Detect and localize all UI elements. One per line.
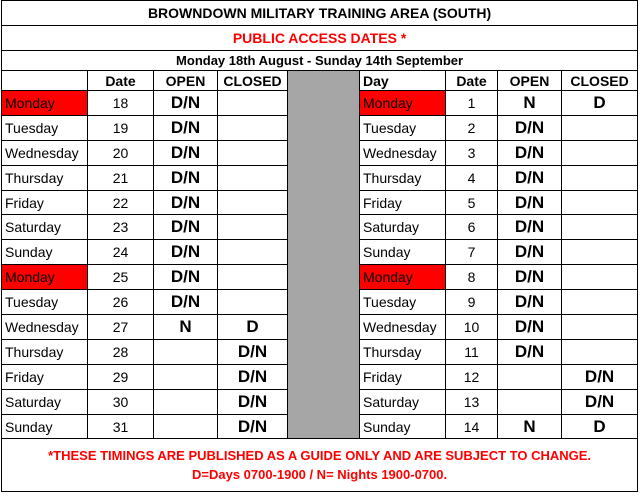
right-day-cell: Saturday [360, 389, 446, 414]
right-open-cell [498, 389, 562, 414]
left-closed-header: CLOSED [218, 71, 288, 91]
right-open-cell: D/N [498, 339, 562, 364]
right-closed-cell: D [562, 414, 638, 439]
left-closed-cell [218, 115, 288, 140]
period-heading: Monday 18th August - Sunday 14th September [2, 51, 638, 71]
page-title: BROWNDOWN MILITARY TRAINING AREA (SOUTH) [2, 1, 638, 26]
left-closed-cell: D/N [218, 339, 288, 364]
right-closed-cell [562, 265, 638, 290]
right-date-cell: 12 [446, 364, 498, 389]
access-dates-table [1, 0, 638, 492]
left-day-cell: Tuesday [2, 115, 88, 140]
right-closed-cell: D [562, 91, 638, 116]
left-day-cell: Wednesday [2, 315, 88, 340]
right-open-cell: D/N [498, 315, 562, 340]
left-day-cell: Thursday [2, 165, 88, 190]
right-day-cell: Monday [360, 91, 446, 116]
right-date-cell: 14 [446, 414, 498, 439]
left-open-cell: N [154, 315, 218, 340]
gap-column [288, 71, 360, 439]
right-date-cell: 8 [446, 265, 498, 290]
left-day-cell: Sunday [2, 414, 88, 439]
right-date-cell: 1 [446, 91, 498, 116]
right-day-cell: Monday [360, 265, 446, 290]
right-closed-header: CLOSED [562, 71, 638, 91]
right-day-header: Day [360, 71, 446, 91]
right-closed-cell [562, 140, 638, 165]
right-date-cell: 10 [446, 315, 498, 340]
right-open-cell: D/N [498, 115, 562, 140]
right-day-cell: Wednesday [360, 140, 446, 165]
left-date-cell: 21 [88, 165, 154, 190]
left-closed-cell [218, 91, 288, 116]
left-open-cell [154, 364, 218, 389]
right-date-cell: 11 [446, 339, 498, 364]
right-date-cell: 3 [446, 140, 498, 165]
left-open-cell [154, 389, 218, 414]
right-date-cell: 4 [446, 165, 498, 190]
left-date-cell: 29 [88, 364, 154, 389]
left-open-cell: D/N [154, 190, 218, 215]
left-date-cell: 27 [88, 315, 154, 340]
left-date-cell: 20 [88, 140, 154, 165]
right-open-cell: D/N [498, 215, 562, 240]
right-open-cell: D/N [498, 140, 562, 165]
right-date-header: Date [446, 71, 498, 91]
left-open-header: OPEN [154, 71, 218, 91]
left-date-cell: 28 [88, 339, 154, 364]
right-open-cell: D/N [498, 240, 562, 265]
left-date-cell: 23 [88, 215, 154, 240]
right-day-cell: Thursday [360, 165, 446, 190]
right-closed-cell [562, 165, 638, 190]
left-open-cell: D/N [154, 115, 218, 140]
right-closed-cell: D/N [562, 364, 638, 389]
left-closed-cell: D/N [218, 389, 288, 414]
left-open-cell: D/N [154, 140, 218, 165]
right-closed-cell [562, 190, 638, 215]
left-closed-cell: D/N [218, 364, 288, 389]
right-closed-cell [562, 290, 638, 315]
left-open-cell: D/N [154, 165, 218, 190]
right-closed-cell [562, 115, 638, 140]
left-open-cell [154, 414, 218, 439]
right-date-cell: 13 [446, 389, 498, 414]
right-closed-cell [562, 240, 638, 265]
right-open-header: OPEN [498, 71, 562, 91]
left-date-header: Date [88, 71, 154, 91]
right-day-cell: Sunday [360, 414, 446, 439]
disclaimer-footer [2, 439, 638, 492]
left-open-cell: D/N [154, 215, 218, 240]
right-closed-cell: D/N [562, 389, 638, 414]
right-closed-cell [562, 215, 638, 240]
right-day-cell: Saturday [360, 215, 446, 240]
left-open-cell: D/N [154, 265, 218, 290]
left-day-cell: Monday [2, 265, 88, 290]
right-open-cell: D/N [498, 190, 562, 215]
left-closed-cell [218, 165, 288, 190]
right-closed-cell [562, 339, 638, 364]
right-date-cell: 5 [446, 190, 498, 215]
left-date-cell: 30 [88, 389, 154, 414]
right-day-cell: Tuesday [360, 115, 446, 140]
right-day-cell: Friday [360, 190, 446, 215]
right-open-cell: D/N [498, 165, 562, 190]
right-day-cell: Sunday [360, 240, 446, 265]
left-day-cell: Monday [2, 91, 88, 116]
disclaimer-line: *THESE TIMINGS ARE PUBLISHED AS A GUIDE ONLY AND ARE SUBJECT TO CHANGE. [48, 448, 592, 464]
left-day-cell: Thursday [2, 339, 88, 364]
legend-line: D=Days 0700-1900 / N= Nights 1900-0700. [192, 467, 448, 483]
left-date-cell: 25 [88, 265, 154, 290]
right-open-cell: N [498, 414, 562, 439]
left-day-cell: Saturday [2, 215, 88, 240]
left-closed-cell: D/N [218, 414, 288, 439]
left-day-header [2, 71, 88, 91]
right-open-cell: D/N [498, 265, 562, 290]
left-closed-cell [218, 190, 288, 215]
table-body [2, 1, 638, 492]
right-closed-cell [562, 315, 638, 340]
left-date-cell: 26 [88, 290, 154, 315]
left-day-cell: Tuesday [2, 290, 88, 315]
left-date-cell: 18 [88, 91, 154, 116]
column-header-row [2, 71, 638, 91]
right-open-cell: N [498, 91, 562, 116]
left-date-cell: 19 [88, 115, 154, 140]
right-day-cell: Wednesday [360, 315, 446, 340]
right-date-cell: 7 [446, 240, 498, 265]
right-open-cell [498, 364, 562, 389]
left-date-cell: 24 [88, 240, 154, 265]
left-day-cell: Friday [2, 364, 88, 389]
left-date-cell: 22 [88, 190, 154, 215]
left-day-cell: Wednesday [2, 140, 88, 165]
left-closed-cell [218, 240, 288, 265]
right-day-cell: Thursday [360, 339, 446, 364]
left-date-cell: 31 [88, 414, 154, 439]
left-day-cell: Friday [2, 190, 88, 215]
right-date-cell: 2 [446, 115, 498, 140]
right-open-cell: D/N [498, 290, 562, 315]
left-closed-cell [218, 290, 288, 315]
left-open-cell [154, 339, 218, 364]
subtitle: PUBLIC ACCESS DATES * [2, 26, 638, 51]
left-closed-cell [218, 140, 288, 165]
right-date-cell: 6 [446, 215, 498, 240]
left-open-cell: D/N [154, 91, 218, 116]
right-date-cell: 9 [446, 290, 498, 315]
right-day-cell: Friday [360, 364, 446, 389]
left-day-cell: Saturday [2, 389, 88, 414]
left-closed-cell [218, 215, 288, 240]
left-closed-cell [218, 265, 288, 290]
left-day-cell: Sunday [2, 240, 88, 265]
left-open-cell: D/N [154, 240, 218, 265]
left-closed-cell: D [218, 315, 288, 340]
left-open-cell: D/N [154, 290, 218, 315]
right-day-cell: Tuesday [360, 290, 446, 315]
